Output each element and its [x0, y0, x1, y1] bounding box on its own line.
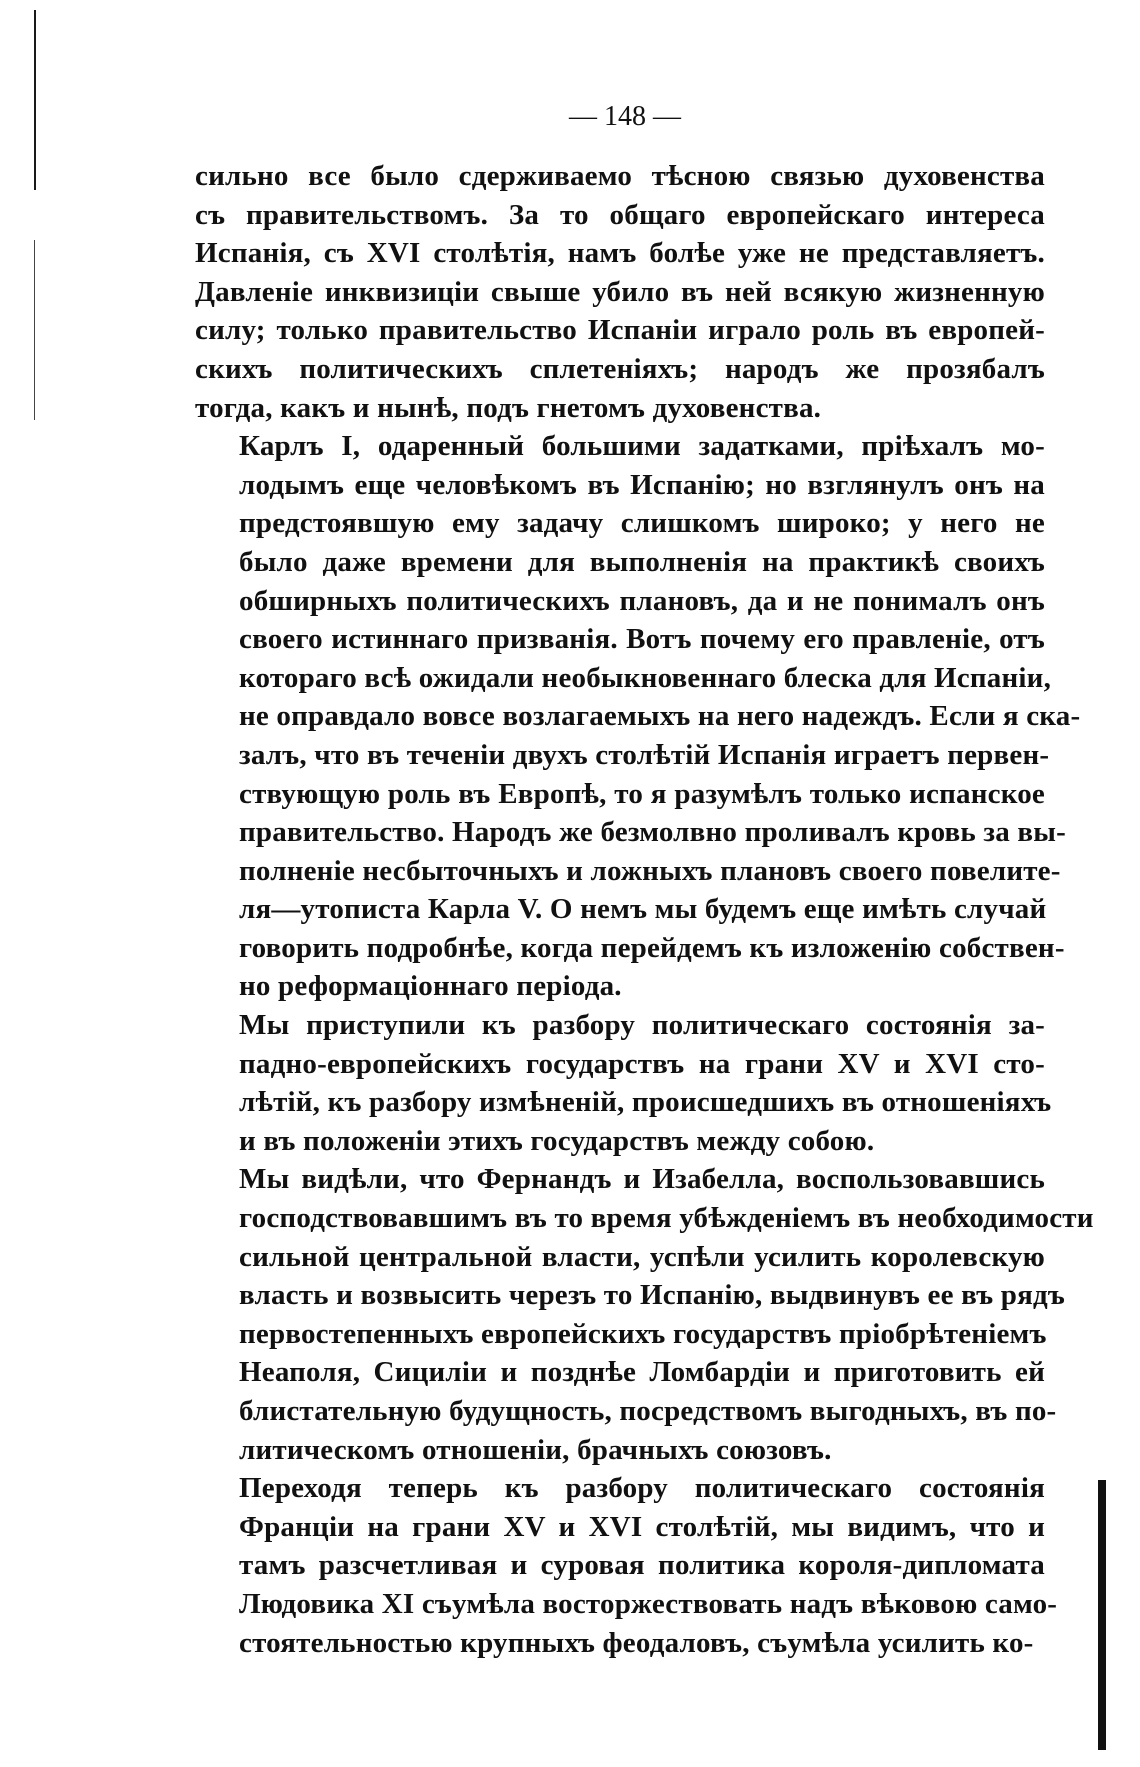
text-line: было даже времени для выполненія на практикѣ своихъ [239, 545, 1045, 578]
paragraph [195, 1469, 1058, 1662]
page-number: — 148 — [569, 101, 681, 132]
text-line: лодымъ еще человѣкомъ въ Испанію; но взглянулъ онъ на [239, 468, 1045, 501]
text-line: скихъ политическихъ сплетеніяхъ; народъ же прозябалъ [195, 352, 1045, 385]
text-line: Мы видѣли, что Фернандъ и Изабелла, воспользовавшись [239, 1163, 1045, 1196]
page-text-body [195, 157, 1094, 1662]
text-line: господствовавшимъ въ то время убѣжденіемъ въ необходимости [239, 1202, 1094, 1235]
scan-edge-mark-right [1098, 1480, 1106, 1750]
text-line: тамъ разсчетливая и суровая политика короля-дипломата [239, 1549, 1045, 1582]
text-line: тогда, какъ и нынѣ, подъ гнетомъ духовенства. [195, 391, 822, 424]
scan-edge-mark-left-lower [34, 240, 35, 420]
text-line: котораго всѣ ожидали необыкновеннаго блеска для Испаніи, [239, 661, 1052, 694]
text-line: Мы приступили къ разбору политическаго состоянія за- [239, 1009, 1045, 1042]
text-line: полненіе несбыточныхъ и ложныхъ плановъ своего повелите- [239, 854, 1061, 887]
text-line: предстоявшую ему задачу слишкомъ широко; у него не [239, 507, 1045, 540]
text-line: Франціи на грани XV и XVI столѣтій, мы видимъ, что и [239, 1510, 1045, 1543]
text-line: Неаполя, Сициліи и позднѣе Ломбардіи и приготовить ей [239, 1356, 1045, 1389]
text-line: залъ, что въ теченіи двухъ столѣтій Испанія играетъ первен- [239, 738, 1050, 771]
text-line: блистательную будущность, посредствомъ выгодныхъ, въ по- [239, 1395, 1057, 1427]
text-line: литическомъ отношеніи, брачныхъ союзовъ. [239, 1433, 832, 1466]
text-line: съ правительствомъ. За то общаго европейскаго интереса [195, 198, 1045, 231]
text-line: говорить подробнѣе, когда перейдемъ къ изложенію собствен- [239, 931, 1065, 964]
paragraph [195, 427, 1081, 1006]
text-line: лѣтій, къ разбору измѣненій, происшедшихъ въ отношеніяхъ [239, 1086, 1052, 1119]
text-line: правительство. Народъ же безмолвно проливалъ кровь за вы- [239, 816, 1066, 849]
text-line: стоятельностью крупныхъ феодаловъ, съумѣла усилить ко- [239, 1626, 1034, 1659]
scan-edge-mark-left [34, 10, 36, 190]
book-page [195, 95, 1094, 1662]
text-line: Давленіе инквизиціи свыше убило въ ней всякую жизненную [195, 275, 1045, 308]
text-line: и въ положеніи этихъ государствъ между собою. [239, 1124, 875, 1157]
text-line: обширныхъ политическихъ плановъ, да и не понималъ онъ [239, 584, 1045, 617]
text-line: Переходя теперь къ разбору политическаго состоянія [239, 1472, 1045, 1505]
paragraph [195, 1006, 1052, 1160]
text-line: сильно все было сдерживаемо тѣсною связью духовенства [195, 160, 1045, 192]
text-line: власть и возвысить черезъ то Испанію, выдвинувъ ее въ рядъ [239, 1279, 1065, 1312]
text-line: падно-европейскихъ государствъ на грани XV и XVI сто- [239, 1047, 1045, 1080]
text-line: ля—утописта Карла V. О немъ мы будемъ еще имѣть случай [239, 893, 1047, 926]
text-line: Людовика XI съумѣла восторжествовать надъ вѣковою само- [239, 1587, 1058, 1620]
text-line: но реформаціоннаго періода. [239, 970, 622, 1003]
text-line: первостепенныхъ европейскихъ государствъ пріобрѣтеніемъ [239, 1317, 1047, 1350]
text-line: Карлъ I, одаренный большими задатками, пріѣхалъ мо- [239, 430, 1045, 463]
text-line: своего истиннаго призванія. Вотъ почему его правленіе, отъ [239, 623, 1045, 656]
paragraph [195, 1160, 1094, 1469]
paragraph [195, 157, 1045, 427]
text-line: силу; только правительство Испаніи играло роль въ европей- [195, 314, 1045, 347]
text-line: ствующую роль въ Европѣ, то я разумѣлъ только испанское [239, 777, 1045, 810]
text-line: сильной центральной власти, успѣли усилить королевскую [239, 1240, 1045, 1273]
text-line: Испанія, съ XVI столѣтія, намъ болѣе уже не представляетъ. [195, 237, 1045, 270]
text-line: не оправдало вовсе возлагаемыхъ на него надеждъ. Если я ска- [239, 700, 1081, 733]
